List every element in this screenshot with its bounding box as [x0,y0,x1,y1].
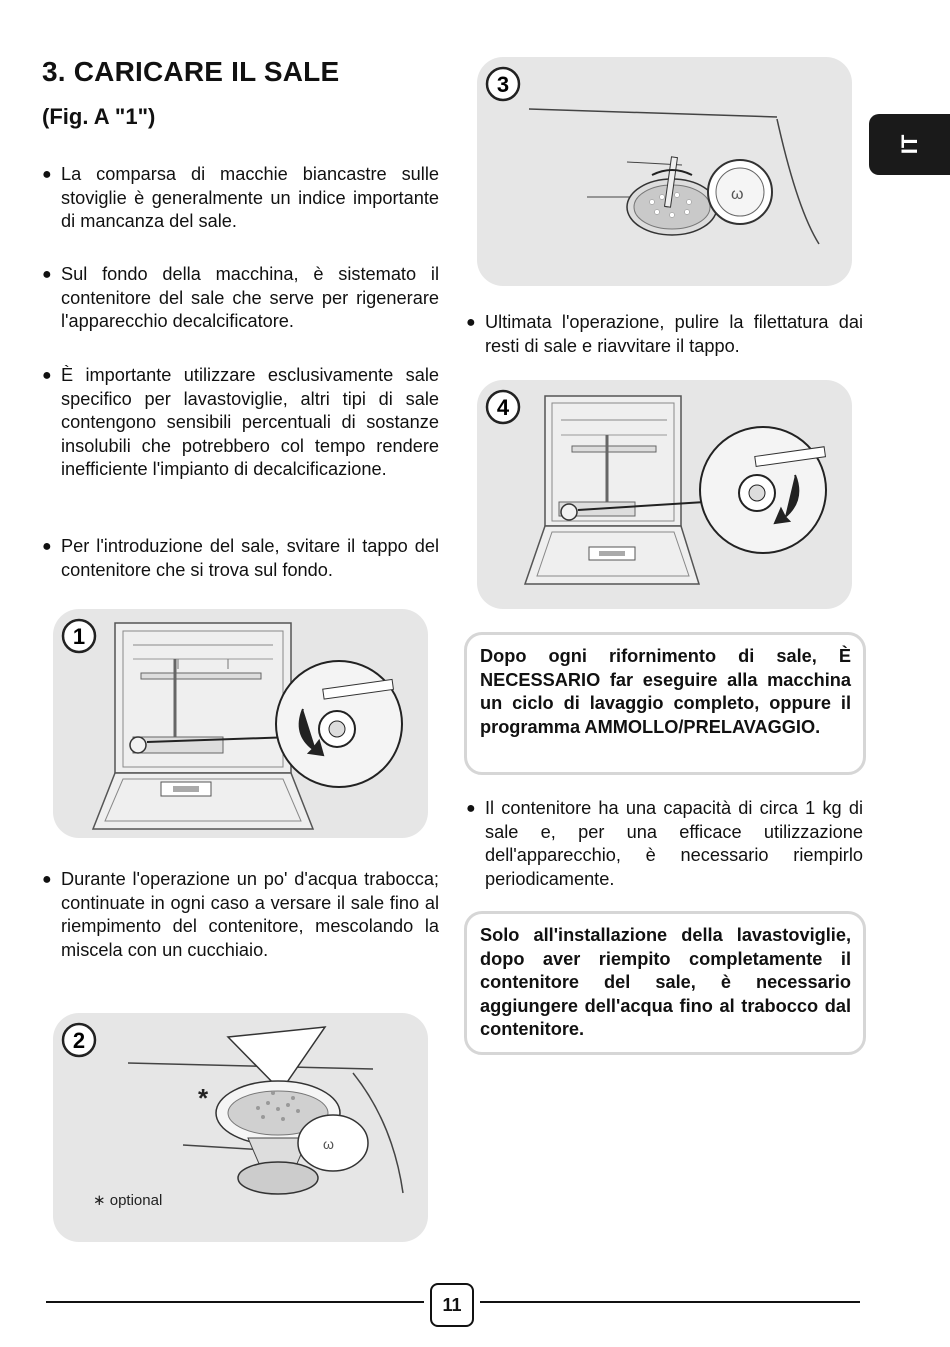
paragraph-specific-salt: ● È importante utilizzare esclusivamente sale specifico per lavastoviglie, altri tipi di sale contengono sensibili percentuali di sostanze insolubili che potrebbero col tempo rendere inefficiente l'impianto di decalcificazione. [42,365,439,479]
figure-2-salt-funnel [53,1013,428,1242]
figure-number: 4 [496,395,510,420]
salt-funnel-illustration [53,1013,428,1242]
paragraph-container: ● Sul fondo della macchina, è sistemato il contenitore del sale che serve per rigenerare l'apparecchio decalcificatore. [42,264,439,331]
figure-4-screw-cap [477,380,852,609]
bullet-icon: ● [42,871,52,888]
figure-number: 1 [72,624,86,649]
svg-text:ω: ω [731,186,744,203]
stir-salt-illustration [477,57,852,286]
svg-text:ω: ω [323,1136,334,1152]
paragraph-clean-thread: ● Ultimata l'operazione, pulire la filettatura dai resti di sale e riavvitare il tappo. [466,312,863,356]
dishwasher-salt-cap-illustration [53,609,428,838]
paragraph-water-overflow: ● Durante l'operazione un po' d'acqua trabocca; continuate in ogni caso a versare il sale fino al riempimento del contenitore, mescolando la miscela con un cucchiaio. [42,869,439,960]
bullet-icon: ● [466,800,476,817]
optional-caption: ∗ optional [93,1192,163,1209]
bullet-icon: ● [42,538,52,555]
footer-rule-left [46,1301,424,1303]
figure-number: 2 [72,1028,86,1053]
figure-1-dishwasher-open [53,609,428,838]
note-complete-cycle: Dopo ogni rifornimento di sale, È NECESSARIO far eseguire alla macchina un ciclo di lavaggio completo, oppure il programma AMMOLLO/PRELAVAGGIO. [464,632,866,775]
bullet-icon: ● [42,266,52,283]
page-number: 11 [430,1283,474,1327]
figure-3-stir-salt [477,57,852,286]
bullet-icon: ● [466,314,476,331]
paragraph-unscrew-cap: ● Per l'introduzione del sale, svitare il tappo del contenitore che si trova sul fondo. [42,536,439,580]
note-first-installation: Solo all'installazione della lavastoviglie, dopo aver riempito completamente il contenitore del sale, è necessario aggiungere dell'acqua fino al trabocco dal contenitore. [464,911,866,1055]
bullet-icon: ● [42,166,52,183]
paragraph-stains: ● La comparsa di macchie biancastre sulle stoviglie è generalmente un indice importante di mancanza del sale. [42,164,439,231]
optional-asterisk: * [198,1083,209,1113]
screw-cap-illustration [477,380,852,609]
footer-rule-right [480,1301,860,1303]
language-tab-label: IT [896,134,922,155]
bullet-icon: ● [42,367,52,384]
section-subtitle: (Fig. A "1") [42,104,156,129]
paragraph-capacity: ● Il contenitore ha una capacità di circa 1 kg di sale e, per una efficace utilizzazione dell'apparecchio, è necessario riempirlo periodicamente. [466,798,863,889]
section-title: 3. CARICARE IL SALE [42,56,340,87]
language-tab [869,114,950,175]
figure-number: 3 [496,72,510,97]
